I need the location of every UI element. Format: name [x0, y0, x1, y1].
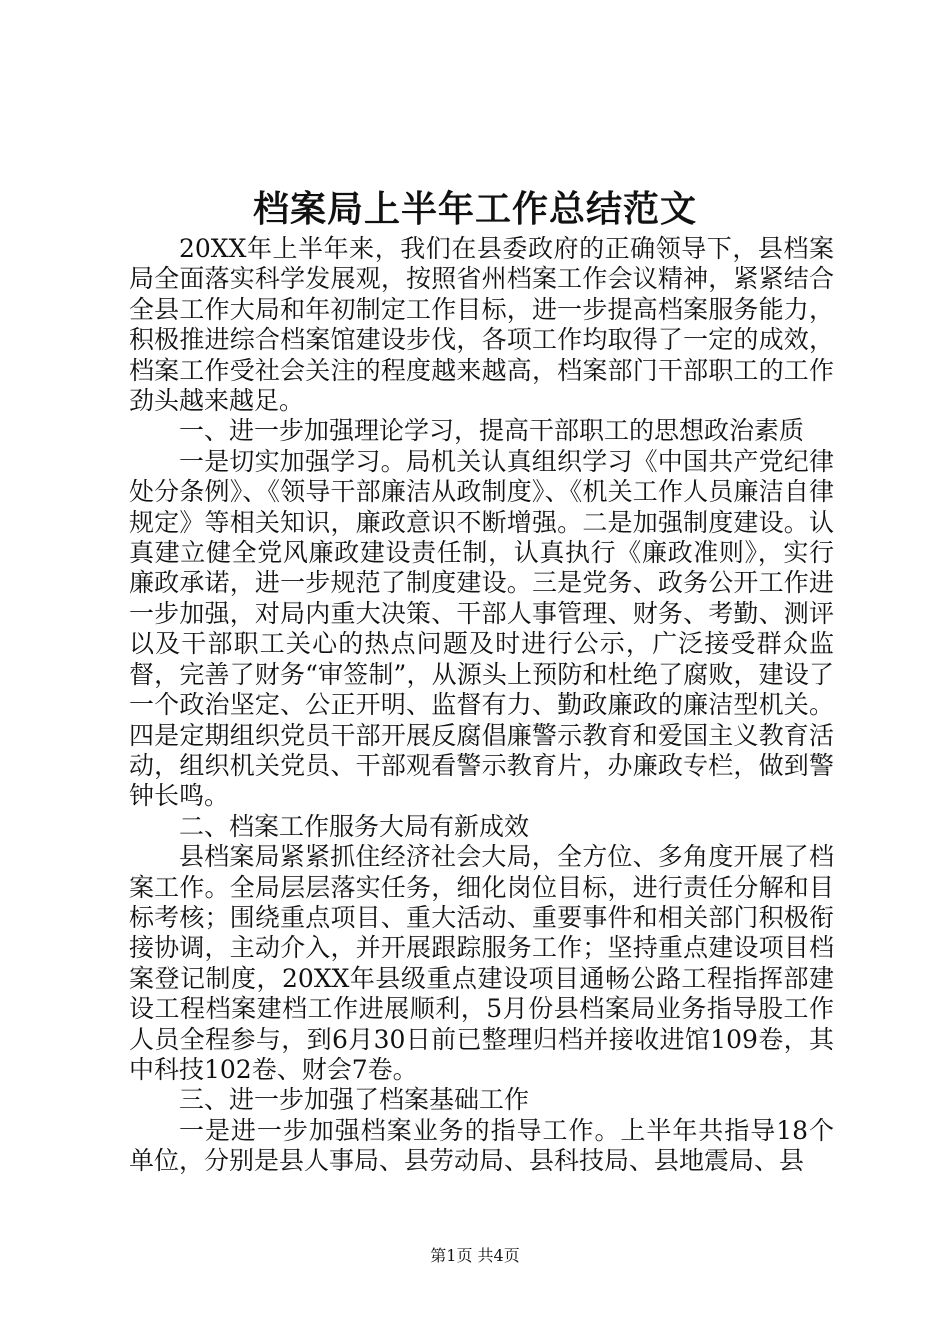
section-1-paragraph: 一是切实加强学习。局机关认真组织学习《中国共产党纪律处分条例》、《领导干部廉洁从政制度》、《机关工作人员廉洁自律规定》等相关知识，廉政意识不断增强。二是加强制度建设。认真建立健全党风廉政建设责任制，认真执行《廉政准则》，实行廉政承诺，进一步规范了制度建设。三是党务、政务公开工作进一步加强，对局内重大决策、干部人事管理、财务、考勤、测评以及干部职工关心的热点问题及时进行公示，广泛接受群众监督，完善了财务“审签制”，从源头上预防和杜绝了腐败，建设了一个政治坚定、公正开明、监督有力、勤政廉政的廉洁型机关。四是定期组织党员干部开展反腐倡廉警示教育和爱国主义教育活动，组织机关党员、干部观看警示教育片，办廉政专栏，做到警钟长鸣。: [129, 446, 834, 811]
section-heading-2: 二、档案工作服务大局有新成效: [179, 811, 530, 841]
document-title: 档案局上半年工作总结范文: [252, 188, 697, 230]
document-body: [129, 234, 834, 1177]
intro-paragraph: 20XX年上半年来，我们在县委政府的正确领导下，县档案局全面落实科学发展观，按照省州档案工作会议精神，紧紧结合全县工作大局和年初制定工作目标，进一步提高档案服务能力，积极推进综合档案馆建设步伐，各项工作均取得了一定的成效，档案工作受社会关注的程度越来越高，档案部门干部职工的工作劲头越来越足。: [129, 234, 834, 416]
section-heading-3: 三、进一步加强了档案基础工作: [179, 1085, 530, 1115]
section-heading-1: 一、进一步加强理论学习，提高干部职工的思想政治素质: [179, 416, 805, 446]
page-number-footer: 第1页 共4页: [430, 1246, 520, 1265]
section-3-paragraph: 一是进一步加强档案业务的指导工作。上半年共指导18个单位，分别是县人事局、县劳动局、县科技局、县地震局、县: [129, 1115, 834, 1176]
section-2-paragraph: 县档案局紧紧抓住经济社会大局，全方位、多角度开展了档案工作。全局层层落实任务，细化岗位目标，进行责任分解和目标考核；围绕重点项目、重大活动、重要事件和相关部门积极衔接协调，主动介入，并开展跟踪服务工作；坚持重点建设项目档案登记制度，20XX年县级重点建设项目通畅公路工程指挥部建设工程档案建档工作进展顺利，5月份县档案局业务指导股工作人员全程参与，到6月30日前已整理归档并接收进馆109卷，其中科技102卷、财会7卷。: [129, 842, 834, 1084]
